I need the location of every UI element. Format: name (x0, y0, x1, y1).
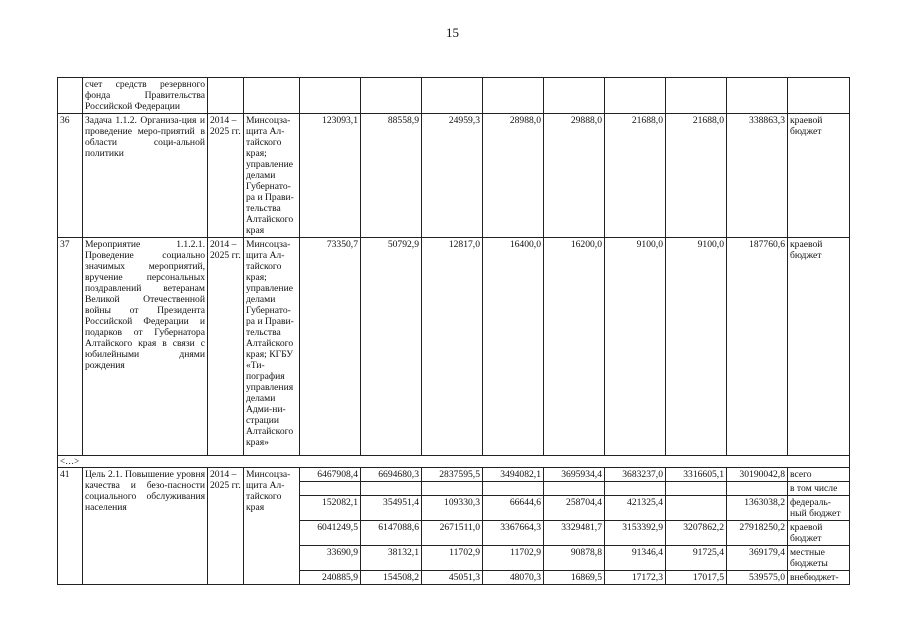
page-number: 15 (446, 25, 459, 40)
value-cell: 24959,3 (422, 114, 483, 238)
row-period: 2014 – 2025 гг. (208, 238, 244, 456)
funding-source: местные бюджеты (788, 546, 850, 571)
value-cell: 3207862,2 (666, 521, 727, 546)
value-cell: 11702,9 (483, 546, 544, 571)
table-row (58, 468, 850, 482)
value-total: 369179,4 (727, 546, 788, 571)
row-number: 37 (58, 238, 83, 456)
row-number (58, 78, 83, 114)
value-cell: 28988,0 (483, 114, 544, 238)
value-total: 27918250,2 (727, 521, 788, 546)
value-cell: 123093,1 (300, 114, 361, 238)
continuation-mark: <…> (58, 456, 850, 468)
value-cell: 6041249,5 (300, 521, 361, 546)
value-cell: 16400,0 (483, 238, 544, 456)
value-cell: 354951,4 (361, 496, 422, 521)
value-cell: 90878,8 (544, 546, 605, 571)
value-cell: 2671511,0 (422, 521, 483, 546)
value-cell: 154508,2 (361, 571, 422, 585)
funding-source: в том числе (788, 482, 850, 496)
value-cell: 91346,4 (605, 546, 666, 571)
funding-source: федераль-ный бюджет (788, 496, 850, 521)
row-period: 2014 – 2025 гг. (208, 114, 244, 238)
value-cell: 48070,3 (483, 571, 544, 585)
funding-source: краевой бюджет (788, 238, 850, 456)
value-cell: 50792,9 (361, 238, 422, 456)
value-cell: 3329481,7 (544, 521, 605, 546)
value-cell: 3367664,3 (483, 521, 544, 546)
value-total: 30190042,8 (727, 468, 788, 482)
value-cell: 45051,3 (422, 571, 483, 585)
value-total: 539575,0 (727, 571, 788, 585)
value-cell: 3683237,0 (605, 468, 666, 482)
table-row (58, 238, 850, 456)
value-cell: 38132,1 (361, 546, 422, 571)
value-cell: 258704,4 (544, 496, 605, 521)
row-executor: Минсоцза-щита Ал-тайского края (244, 468, 300, 585)
row-executor: Минсоцза-щита Ал-тайского края; управление делами Губернато-ра и Прави-тельства Алтайского края (244, 114, 300, 238)
value-cell: 21688,0 (605, 114, 666, 238)
row-name: Цель 2.1. Повышение уровня качества и безо-пасности социального обслуживания населения (83, 468, 208, 585)
value-cell: 3695934,4 (544, 468, 605, 482)
value-cell: 73350,7 (300, 238, 361, 456)
row-executor (244, 78, 300, 114)
value-cell: 3316605,1 (666, 468, 727, 482)
value-cell: 12817,0 (422, 238, 483, 456)
value-total: 1363038,2 (727, 496, 788, 521)
value-cell: 9100,0 (666, 238, 727, 456)
value-cell (666, 496, 727, 521)
funding-source: всего (788, 468, 850, 482)
value-cell: 33690,9 (300, 546, 361, 571)
value-cell: 3153392,9 (605, 521, 666, 546)
value-cell: 16200,0 (544, 238, 605, 456)
value-total: 187760,6 (727, 238, 788, 456)
row-period: 2014 – 2025 гг. (208, 468, 244, 585)
value-cell: 66644,6 (483, 496, 544, 521)
value-cell: 6694680,3 (361, 468, 422, 482)
row-executor: Минсоцза-щита Ал-тайского края; управление делами Губернато-ра и Прави-тельства Алтайского края; КГБУ «Ти-пография управления делами Адми-ни-страции Алтайского края» (244, 238, 300, 456)
value-cell: 152082,1 (300, 496, 361, 521)
value-cell: 91725,4 (666, 546, 727, 571)
value-cell: 21688,0 (666, 114, 727, 238)
value-cell: 17172,3 (605, 571, 666, 585)
value-cell: 88558,9 (361, 114, 422, 238)
value-cell: 29888,0 (544, 114, 605, 238)
value-cell: 11702,9 (422, 546, 483, 571)
row-period (208, 78, 244, 114)
row-number: 41 (58, 468, 83, 585)
row-name: Задача 1.1.2. Организа-ция и проведение меро-приятий в области соци-альной политики (83, 114, 208, 238)
value-cell: 6467908,4 (300, 468, 361, 482)
funding-source: краевой бюджет (788, 114, 850, 238)
value-total: 338863,3 (727, 114, 788, 238)
funding-source: краевой бюджет (788, 521, 850, 546)
table-row (58, 78, 850, 114)
table-row (58, 114, 850, 238)
value-cell: 421325,4 (605, 496, 666, 521)
value-cell: 16869,5 (544, 571, 605, 585)
table-row (58, 456, 850, 468)
row-number: 36 (58, 114, 83, 238)
row-name: счет средств резервного фонда Правительства Российской Федерации (83, 78, 208, 114)
value-cell: 6147088,6 (361, 521, 422, 546)
row-name: Мероприятие 1.1.2.1. Проведение социально значимых мероприятий, вручение персональных поздравлений ветеранам Великой Отечественной войны от Президента Российской Федерации и подарков от Губернатора Алтайского края в связи с юбилейными днями рождения (83, 238, 208, 456)
value-cell: 9100,0 (605, 238, 666, 456)
value-cell: 2837595,5 (422, 468, 483, 482)
value-cell: 3494082,1 (483, 468, 544, 482)
budget-table (57, 77, 850, 585)
value-cell: 109330,3 (422, 496, 483, 521)
funding-source: внебюджет- (788, 571, 850, 585)
value-cell: 17017,5 (666, 571, 727, 585)
value-cell: 240885,9 (300, 571, 361, 585)
